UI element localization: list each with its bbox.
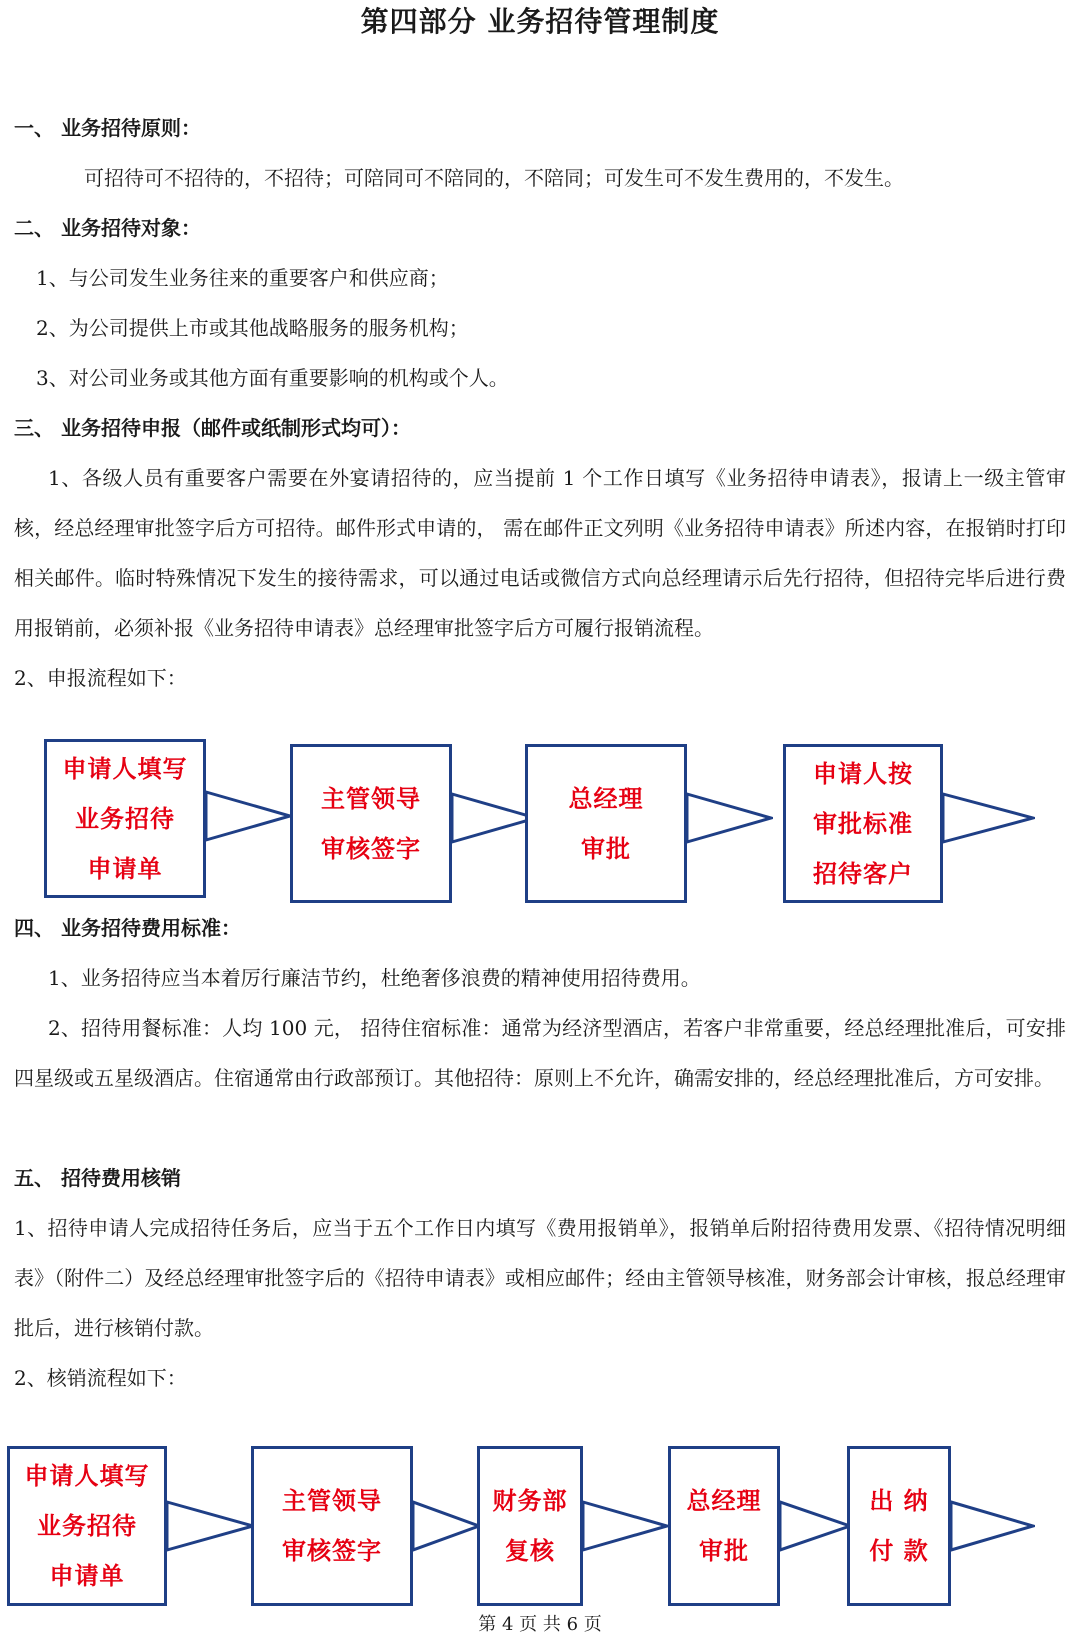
flow-box-line: 主管领导: [321, 783, 421, 813]
arrow-right-icon: [167, 1500, 255, 1552]
arrow-right-icon: [780, 1500, 852, 1552]
flow-box-line: 财务部: [492, 1486, 568, 1515]
flow-box-line: 审批标准: [813, 808, 913, 838]
flow-box-line: 总经理: [568, 783, 644, 813]
section-3-heading: 三、 业务招待申报（邮件或纸制形式均可）：: [14, 416, 411, 440]
flow-box-line: 主管领导: [282, 1486, 382, 1515]
flow-box-line: 审批: [581, 833, 631, 863]
flow-box-applicant-form: [7, 1446, 167, 1606]
section-5-heading: 五、 招待费用核销: [14, 1166, 181, 1190]
section-4-heading: 四、 业务招待费用标准：: [14, 916, 241, 940]
section-1-heading: 一、 业务招待原则：: [14, 116, 201, 140]
flow-box-host-guests: [783, 744, 943, 903]
arrow-right-icon: [413, 1500, 481, 1552]
flow-box-line: 付 款: [869, 1536, 929, 1565]
flow-box-line: 业务招待: [37, 1511, 137, 1540]
arrow-right-icon: [206, 790, 292, 842]
section-5-paragraph-1: 1、招待申请人完成招待任务后，应当于五个工作日内填写《费用报销单》，报销单后附招待费用发票、《招待情况明细表》（附件二）及经总经理审批签字后的《招待申请表》或相应邮件；经由主管领导核准，财务部会计审核，报总经理审批后，进行核销付款。: [14, 1216, 1066, 1340]
reimbursement-flowchart: [0, 1440, 1080, 1610]
flow-box-finance-review: [477, 1446, 583, 1606]
flow-box-line: 申请人填写: [62, 753, 188, 783]
section-4-paragraph-2: 2、招待用餐标准：人均 100 元， 招待住宿标准：通常为经济型酒店，若客户非常重要，经总经理批准后，可安排四星级或五星级酒店。住宿通常由行政部预订。其他招待：原则上不允许，确需安排的，经总经理批准后，方可安排。: [14, 1016, 1066, 1090]
arrow-right-icon: [951, 1500, 1035, 1552]
flow-box-line: 申请单: [49, 1561, 125, 1590]
flow-box-line: 出 纳: [869, 1486, 929, 1515]
section-5-paragraph-2: 2、核销流程如下：: [14, 1366, 187, 1390]
list-item: 1、与公司发生业务往来的重要客户和供应商；: [36, 266, 449, 290]
flow-box-line: 复核: [505, 1536, 555, 1565]
flow-box-line: 申请人填写: [24, 1461, 150, 1490]
flow-box-line: 招待客户: [813, 858, 913, 888]
flow-box-gm-approval: [668, 1446, 780, 1606]
section-3-paragraph-1: 1、各级人员有重要客户需要在外宴请招待的，应当提前 1 个工作日填写《业务招待申请表》，报请上一级主管审核，经总经理审批签字后方可招待。邮件形式申请的， 需在邮件正文列明《业务招待申请表》所述内容，在报销时打印相关邮件。临时特殊情况下发生的接待需求，可以通过电话或微信方式向总经理请示后先行招待，但招待完毕后进行费用报销前，必须补报《业务招待申请表》总经理审批签字后方可履行报销流程。: [14, 466, 1066, 640]
flow-box-gm-approval: [525, 744, 687, 903]
flow-box-supervisor-review: [290, 744, 452, 903]
list-item: 3、对公司业务或其他方面有重要影响的机构或个人。: [36, 366, 509, 390]
section-4-paragraph-1: 1、业务招待应当本着厉行廉洁节约，杜绝奢侈浪费的精神使用招待费用。: [48, 966, 701, 990]
list-item: 2、为公司提供上市或其他战略服务的服务机构；: [36, 316, 469, 340]
page-title: 第四部分 业务招待管理制度: [360, 5, 720, 38]
flow-box-line: 业务招待: [75, 803, 175, 833]
page-number: 第 4 页 共 6 页: [478, 1614, 602, 1635]
flow-box-line: 总经理: [686, 1486, 762, 1515]
application-flowchart: [0, 730, 1080, 904]
section-2-heading: 二、 业务招待对象：: [14, 216, 201, 240]
flow-box-line: 申请人按: [813, 758, 913, 788]
flow-box-cashier-payment: [847, 1446, 951, 1606]
arrow-right-icon: [943, 792, 1035, 844]
flow-box-applicant-form: [44, 739, 206, 898]
arrow-right-icon: [583, 1500, 669, 1552]
section-1-text: 可招待可不招待的，不招待；可陪同可不陪同的，不陪同；可发生可不发生费用的，不发生。: [84, 166, 904, 190]
section-3-paragraph-2: 2、申报流程如下：: [14, 666, 187, 690]
flow-box-line: 审核签字: [321, 833, 421, 863]
arrow-right-icon: [687, 792, 773, 844]
flow-box-line: 审批: [699, 1536, 749, 1565]
flow-box-line: 审核签字: [282, 1536, 382, 1565]
flow-box-supervisor-review: [251, 1446, 413, 1606]
flow-box-line: 申请单: [87, 853, 163, 883]
